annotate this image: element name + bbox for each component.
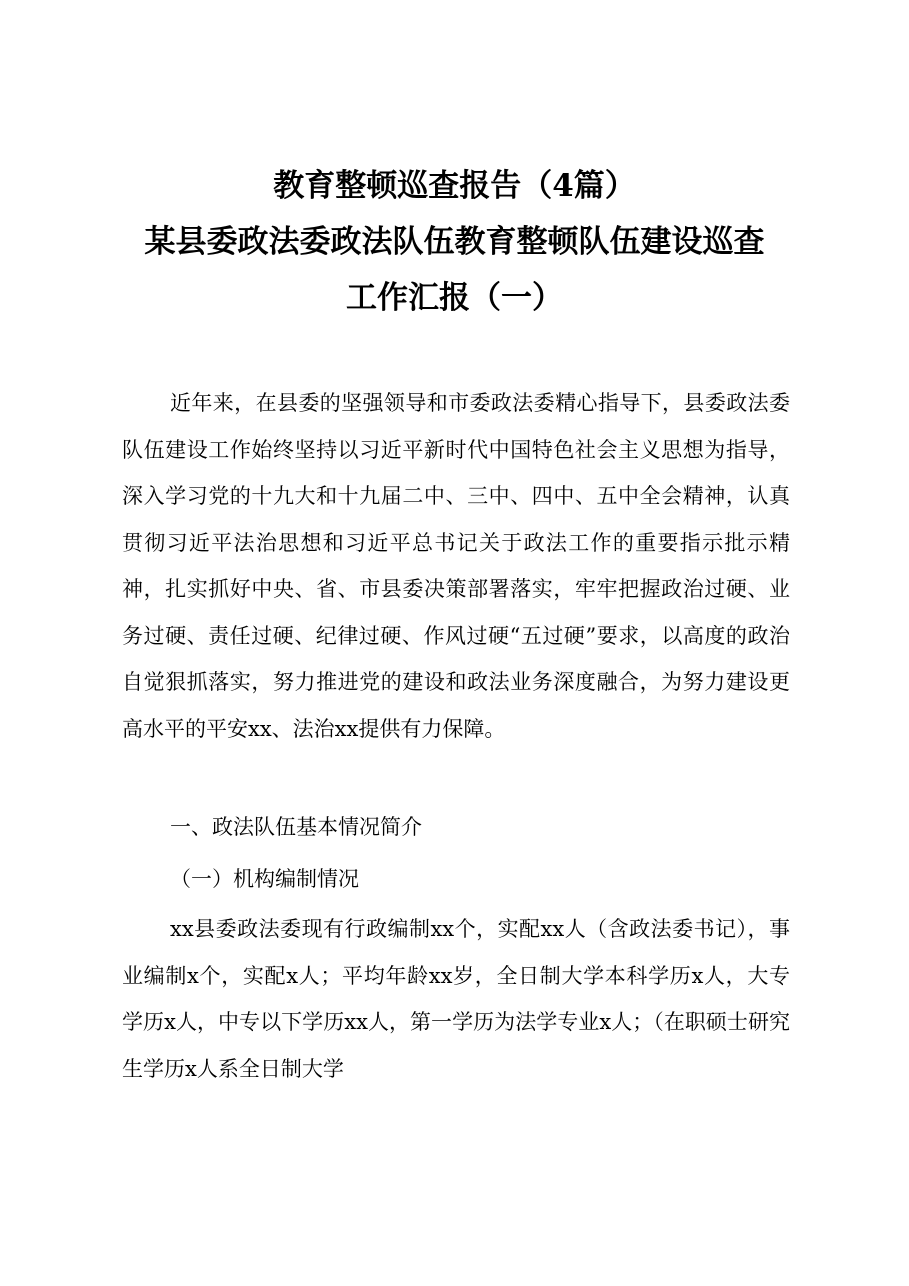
report-title-line-2: 工作汇报（一） <box>346 280 563 316</box>
subsection-heading: （一）机构编制情况 <box>170 867 359 891</box>
report-title-line-1: 某县委政法委政法队伍教育整顿队伍建设巡查 <box>144 224 765 260</box>
staffing-paragraph: xx县委政法委现有行政编制xx个，实配xx人（含政法委书记），事业编制x个，实配x人；平均年龄xx岁，全日制大学本科学历x人，大专学历x人，中专以下学历xx人，第一学历为法学专业x人；（在职硕士研究生学历x人系全日制大学 <box>122 917 790 1081</box>
section-heading: 一、政法队伍基本情况简介 <box>170 815 422 839</box>
intro-paragraph: 近年来，在县委的坚强领导和市委政法委精心指导下，县委政法委队伍建设工作始终坚持以习近平新时代中国特色社会主义思想为指导，深入学习党的十九大和十九届二中、三中、四中、五中全会精神，认真贯彻习近平法治思想和习近平总书记关于政法工作的重要指示批示精神，扎实抓好中央、省、市县委决策部署落实，牢牢把握政治过硬、业务过硬、责任过硬、纪律过硬、作风过硬“五过硬”要求，以高度的政治自觉狠抓落实，努力推进党的建设和政法业务深度融合，为努力建设更高水平的平安xx、法治xx提供有力保障。 <box>122 391 790 741</box>
document-title: 教育整顿巡查报告（4篇） <box>273 168 636 204</box>
